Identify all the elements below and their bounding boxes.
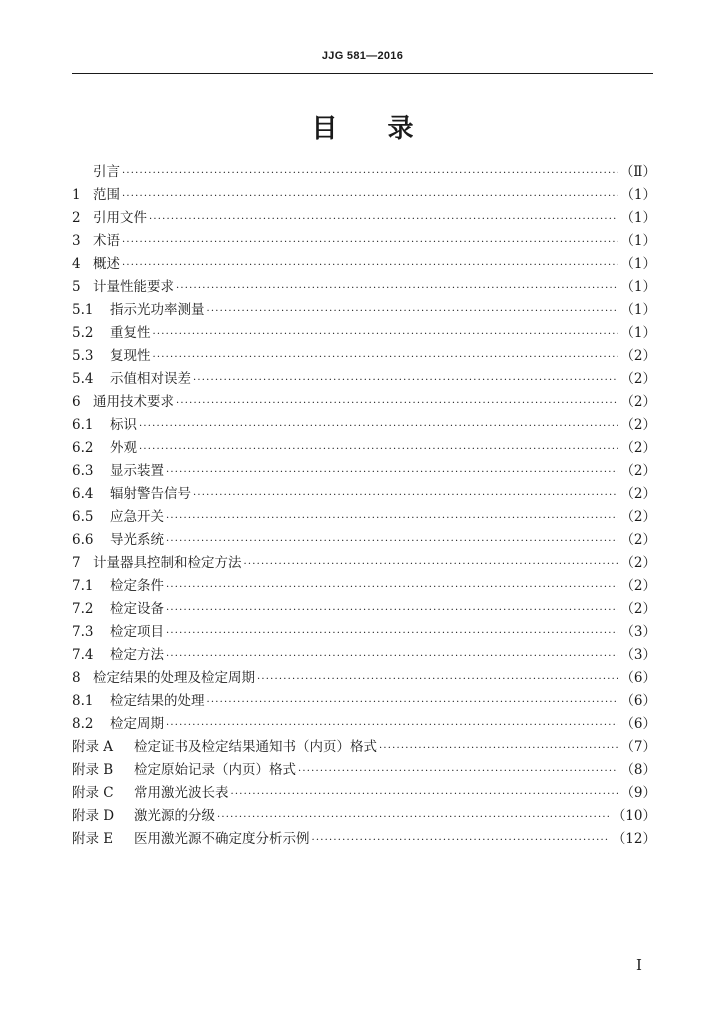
toc-entry-title: 引言: [93, 164, 120, 180]
toc-entry-number: 5: [72, 279, 81, 295]
toc-entry-number: 5.4: [72, 371, 94, 387]
toc-leader-dots: [166, 714, 618, 737]
toc-entry-title: 应急开关: [110, 509, 164, 525]
toc-entry-number: 7.2: [72, 601, 94, 617]
toc-entry-title: 检定周期: [110, 716, 164, 732]
toc-leader-dots: [166, 622, 618, 645]
toc-entry[interactable]: [72, 644, 656, 667]
toc-entry-page: （2）: [620, 394, 656, 410]
toc-entry[interactable]: [72, 437, 656, 460]
toc-entry-page: （7）: [620, 739, 656, 755]
toc-entry-title: 标识: [110, 417, 137, 433]
toc-entry[interactable]: [72, 598, 656, 621]
toc-entry[interactable]: [72, 506, 656, 529]
toc-leader-dots: [166, 645, 618, 668]
toc-leader-dots: [298, 760, 618, 783]
toc-leader-dots: [166, 461, 618, 484]
toc-entry-title: 检定条件: [110, 578, 164, 594]
toc-entry[interactable]: [72, 299, 656, 322]
toc-entry-title: 检定方法: [110, 647, 164, 663]
toc-entry-page: （2）: [620, 509, 656, 525]
toc-entry-number: 5.3: [72, 348, 94, 364]
toc-entry[interactable]: [72, 230, 656, 253]
toc-leader-dots: [153, 323, 619, 346]
toc-leader-dots: [139, 438, 618, 461]
toc-leader-dots: [207, 300, 619, 323]
toc-entry[interactable]: [72, 782, 656, 805]
toc-leader-dots: [244, 553, 619, 576]
toc-entry[interactable]: [72, 690, 656, 713]
toc-entry-title: 计量性能要求: [93, 279, 174, 295]
toc-entry-title: 指示光功率测量: [110, 302, 205, 318]
toc-entry-number: 8: [72, 670, 81, 686]
toc-leader-dots: [122, 231, 618, 254]
toc-entry[interactable]: [72, 414, 656, 437]
toc-entry-title: 范围: [93, 187, 120, 203]
toc-entry-number: 附录 D: [72, 808, 115, 824]
toc-leader-dots: [166, 576, 618, 599]
toc-leader-dots: [122, 185, 618, 208]
toc-entry[interactable]: [72, 368, 656, 391]
toc-entry-number: 6.6: [72, 532, 94, 548]
toc-leader-dots: [257, 668, 618, 691]
toc-entry[interactable]: [72, 828, 656, 851]
toc-entry[interactable]: [72, 621, 656, 644]
toc-entry-number: 6.1: [72, 417, 94, 433]
toc-entry-page: （3）: [620, 624, 656, 640]
toc-entry-number: 6.4: [72, 486, 94, 502]
toc-leader-dots: [231, 783, 619, 806]
toc-entry-number: 附录 B: [72, 762, 114, 778]
toc-leader-dots: [122, 162, 618, 185]
toc-entry-page: （8）: [620, 762, 656, 778]
table-of-contents: [72, 161, 656, 851]
toc-entry-page: （2）: [620, 440, 656, 456]
toc-entry-page: （1）: [620, 233, 656, 249]
toc-entry-title: 计量器具控制和检定方法: [93, 555, 242, 571]
toc-entry-page: （2）: [620, 371, 656, 387]
toc-entry-title: 激光源的分级: [134, 808, 215, 824]
toc-entry[interactable]: [72, 345, 656, 368]
toc-entry[interactable]: [72, 552, 656, 575]
toc-leader-dots: [122, 254, 618, 277]
toc-leader-dots: [207, 691, 619, 714]
toc-leader-dots: [166, 530, 618, 553]
toc-entry-title: 导光系统: [110, 532, 164, 548]
header-rule: [72, 73, 653, 74]
toc-leader-dots: [379, 737, 618, 760]
toc-entry-title: 外观: [110, 440, 137, 456]
toc-entry-title: 常用激光波长表: [134, 785, 229, 801]
toc-entry-page: （2）: [620, 463, 656, 479]
toc-entry[interactable]: [72, 207, 656, 230]
toc-entry-number: 8.2: [72, 716, 94, 732]
toc-entry[interactable]: [72, 736, 656, 759]
toc-entry-page: （1）: [620, 279, 656, 295]
toc-entry-page: （2）: [620, 578, 656, 594]
toc-entry-page: （3）: [620, 647, 656, 663]
toc-entry-page: （1）: [620, 325, 656, 341]
toc-entry-number: 7: [72, 555, 81, 571]
toc-entry[interactable]: [72, 529, 656, 552]
toc-leader-dots: [149, 208, 618, 231]
toc-entry-title: 辐射警告信号: [110, 486, 191, 502]
toc-entry-title: 检定原始记录（内页）格式: [134, 762, 296, 778]
toc-entry-number: 5.1: [72, 302, 94, 318]
toc-entry[interactable]: [72, 161, 656, 184]
toc-entry-title: 通用技术要求: [93, 394, 174, 410]
toc-entry-page: （2）: [620, 348, 656, 364]
toc-entry-number: 6: [72, 394, 81, 410]
toc-leader-dots: [166, 599, 618, 622]
toc-entry[interactable]: [72, 575, 656, 598]
toc-entry-number: 附录 C: [72, 785, 114, 801]
toc-entry-title: 复现性: [110, 348, 151, 364]
toc-entry-title: 概述: [93, 256, 120, 272]
toc-entry-page: （9）: [620, 785, 656, 801]
toc-entry[interactable]: [72, 391, 656, 414]
toc-entry-title: 检定结果的处理及检定周期: [93, 670, 255, 686]
toc-entry-page: （Ⅱ）: [619, 164, 656, 180]
toc-entry[interactable]: [72, 759, 656, 782]
toc-entry-number: 6.5: [72, 509, 94, 525]
toc-leader-dots: [176, 392, 618, 415]
toc-entry-title: 示值相对误差: [110, 371, 191, 387]
toc-entry-number: 附录 A: [72, 739, 114, 755]
toc-entry[interactable]: [72, 276, 656, 299]
toc-entry-number: 5.2: [72, 325, 94, 341]
toc-leader-dots: [139, 415, 618, 438]
toc-leader-dots: [217, 806, 610, 829]
page-number: I: [636, 956, 642, 974]
toc-entry-number: 3: [72, 233, 81, 249]
toc-leader-dots: [312, 829, 610, 852]
toc-leader-dots: [176, 277, 618, 300]
toc-entry-title: 显示装置: [110, 463, 164, 479]
toc-entry-title: 检定设备: [110, 601, 164, 617]
toc-entry[interactable]: [72, 184, 656, 207]
toc-entry-title: 重复性: [110, 325, 151, 341]
toc-entry-number: 4: [72, 256, 81, 272]
toc-entry-page: （2）: [620, 555, 656, 571]
toc-entry-page: （2）: [620, 417, 656, 433]
toc-entry[interactable]: [72, 713, 656, 736]
toc-entry-title: 引用文件: [93, 210, 147, 226]
toc-entry-page: （1）: [620, 302, 656, 318]
toc-leader-dots: [193, 484, 618, 507]
toc-entry-page: （1）: [620, 210, 656, 226]
toc-entry-page: （6）: [620, 670, 656, 686]
toc-entry-page: （12）: [611, 831, 656, 847]
toc-entry[interactable]: [72, 460, 656, 483]
toc-entry-title: 检定结果的处理: [110, 693, 205, 709]
toc-entry-page: （2）: [620, 486, 656, 502]
toc-entry[interactable]: [72, 253, 656, 276]
toc-entry-number: 6.2: [72, 440, 94, 456]
toc-entry-number: 2: [72, 210, 81, 226]
toc-entry-title: 术语: [93, 233, 120, 249]
toc-entry-page: （1）: [620, 256, 656, 272]
toc-entry-number: 7.3: [72, 624, 94, 640]
toc-leader-dots: [153, 346, 619, 369]
toc-entry-number: 6.3: [72, 463, 94, 479]
toc-entry[interactable]: [72, 805, 656, 828]
page-title: 目录: [311, 114, 464, 144]
toc-entry[interactable]: [72, 667, 656, 690]
toc-entry[interactable]: [72, 483, 656, 506]
toc-entry[interactable]: [72, 322, 656, 345]
toc-entry-number: 1: [72, 187, 81, 203]
toc-entry-number: 7.1: [72, 578, 94, 594]
toc-entry-number: 附录 E: [72, 831, 114, 847]
toc-leader-dots: [193, 369, 618, 392]
toc-entry-title: 检定证书及检定结果通知书（内页）格式: [134, 739, 377, 755]
document-code-header: JJG 581—2016: [321, 50, 404, 62]
toc-entry-number: 8.1: [72, 693, 94, 709]
toc-entry-title: 医用激光源不确定度分析示例: [134, 831, 310, 847]
toc-entry-page: （10）: [611, 808, 656, 824]
toc-entry-page: （6）: [620, 693, 656, 709]
toc-entry-page: （2）: [620, 532, 656, 548]
toc-leader-dots: [166, 507, 618, 530]
toc-entry-page: （1）: [620, 187, 656, 203]
toc-entry-page: （6）: [620, 716, 656, 732]
toc-entry-number: 7.4: [72, 647, 94, 663]
toc-entry-title: 检定项目: [110, 624, 164, 640]
toc-entry-page: （2）: [620, 601, 656, 617]
